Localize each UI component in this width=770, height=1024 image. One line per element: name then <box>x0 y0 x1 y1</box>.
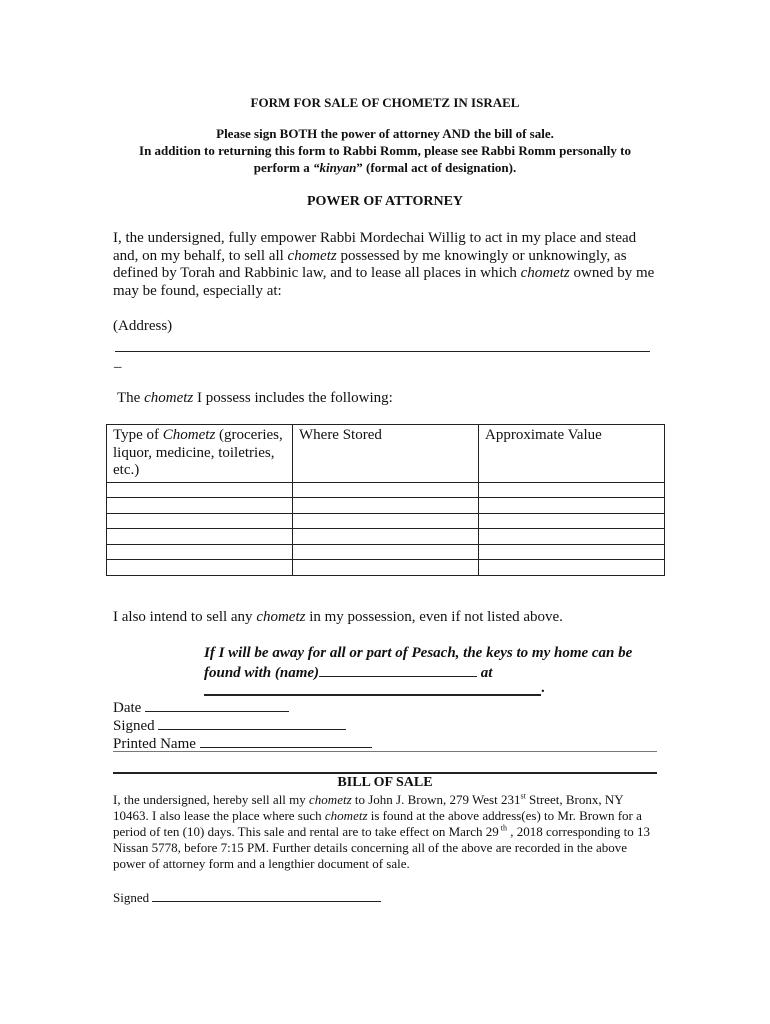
printed-name-field[interactable] <box>200 734 372 748</box>
table-cell[interactable] <box>107 513 293 529</box>
table-row <box>107 482 665 498</box>
table-cell[interactable] <box>293 482 479 498</box>
table-cell[interactable] <box>107 498 293 514</box>
address-dash: _ <box>114 354 122 370</box>
table-cell[interactable] <box>293 560 479 576</box>
signature-field[interactable] <box>158 716 346 730</box>
possess-line: The chometz I possess includes the following: <box>117 390 393 406</box>
keys-address-line[interactable] <box>204 694 541 696</box>
table-cell[interactable] <box>293 544 479 560</box>
bill-of-sale-paragraph: I, the undersigned, hereby sell all my chometz to John J. Brown, 279 West 231st Street, Bronx, NY 10463. I also lease the place where such chometz is found at the above address(es) to Mr. Brown for a period of ten (10) days. This sale and rental are to take effect on March 29 $^{th}$ , 2018 corresponding to 13 Nissan 5778, before 7:15 PM. Further details concerning all of the above are recorded in the above power of attorney form and a lengthier document of sale. <box>113 791 650 871</box>
bill-of-sale-heading: BILL OF SALE <box>337 775 433 790</box>
keys-line-1: If I will be away for all or part of Pesach, the keys to my home can be <box>204 645 633 661</box>
table-cell[interactable] <box>107 544 293 560</box>
instruction-line-1: Please sign BOTH the power of attorney AND the bill of sale. <box>216 126 554 141</box>
table-cell[interactable] <box>107 560 293 576</box>
col-header-where-stored: Where Stored <box>293 425 479 483</box>
keys-period: . <box>541 680 545 696</box>
table-cell[interactable] <box>479 544 665 560</box>
table-header-row <box>107 425 665 483</box>
table-cell[interactable] <box>293 498 479 514</box>
table-row <box>107 560 665 576</box>
table-cell[interactable] <box>479 498 665 514</box>
bill-signed-row: Signed <box>113 890 381 906</box>
bill-signature-field[interactable] <box>152 890 381 902</box>
col-header-type: Type of Chometz (groceries, liquor, medicine, toiletries, etc.) <box>107 425 293 483</box>
table-cell[interactable] <box>107 482 293 498</box>
instruction-line-2: In addition to returning this form to Rabbi Romm, please see Rabbi Romm personally to <box>139 143 631 158</box>
date-field[interactable] <box>145 698 289 712</box>
section-divider-thin <box>113 751 657 752</box>
table-cell[interactable] <box>479 482 665 498</box>
table-cell[interactable] <box>479 529 665 545</box>
also-intend-line: I also intend to sell any chometz in my possession, even if not listed above. <box>113 609 563 625</box>
table-cell[interactable] <box>107 529 293 545</box>
address-label: (Address) <box>113 318 173 334</box>
signed-row: Signed <box>113 716 346 735</box>
table-cell[interactable] <box>293 529 479 545</box>
keys-name-field[interactable] <box>319 663 477 677</box>
table-cell[interactable] <box>293 513 479 529</box>
table-row <box>107 498 665 514</box>
table-cell[interactable] <box>479 560 665 576</box>
power-of-attorney-heading: POWER OF ATTORNEY <box>306 194 464 209</box>
power-of-attorney-paragraph: I, the undersigned, fully empower Rabbi Mordechai Willig to act in my place and stead and, on my behalf, to sell all chometz possessed by me knowingly or unknowingly, as defined by Torah and Rabbinic law, and to lease all places in which chometz owned by me may be found, especially at: <box>113 230 655 299</box>
printed-name-row: Printed Name <box>113 734 372 753</box>
instruction-line-3: perform a “kinyan” (formal act of designation). <box>253 160 517 175</box>
address-line[interactable] <box>115 351 650 352</box>
table-cell[interactable] <box>479 513 665 529</box>
table-row <box>107 529 665 545</box>
table-row <box>107 513 665 529</box>
keys-line-2: found with (name) at <box>204 665 493 681</box>
date-row: Date <box>113 698 289 717</box>
chometz-table <box>106 424 665 576</box>
section-divider-thick <box>113 772 657 774</box>
col-header-approximate-value: Approximate Value <box>479 425 665 483</box>
form-title: FORM FOR SALE OF CHOMETZ IN ISRAEL <box>250 95 520 110</box>
table-row <box>107 544 665 560</box>
